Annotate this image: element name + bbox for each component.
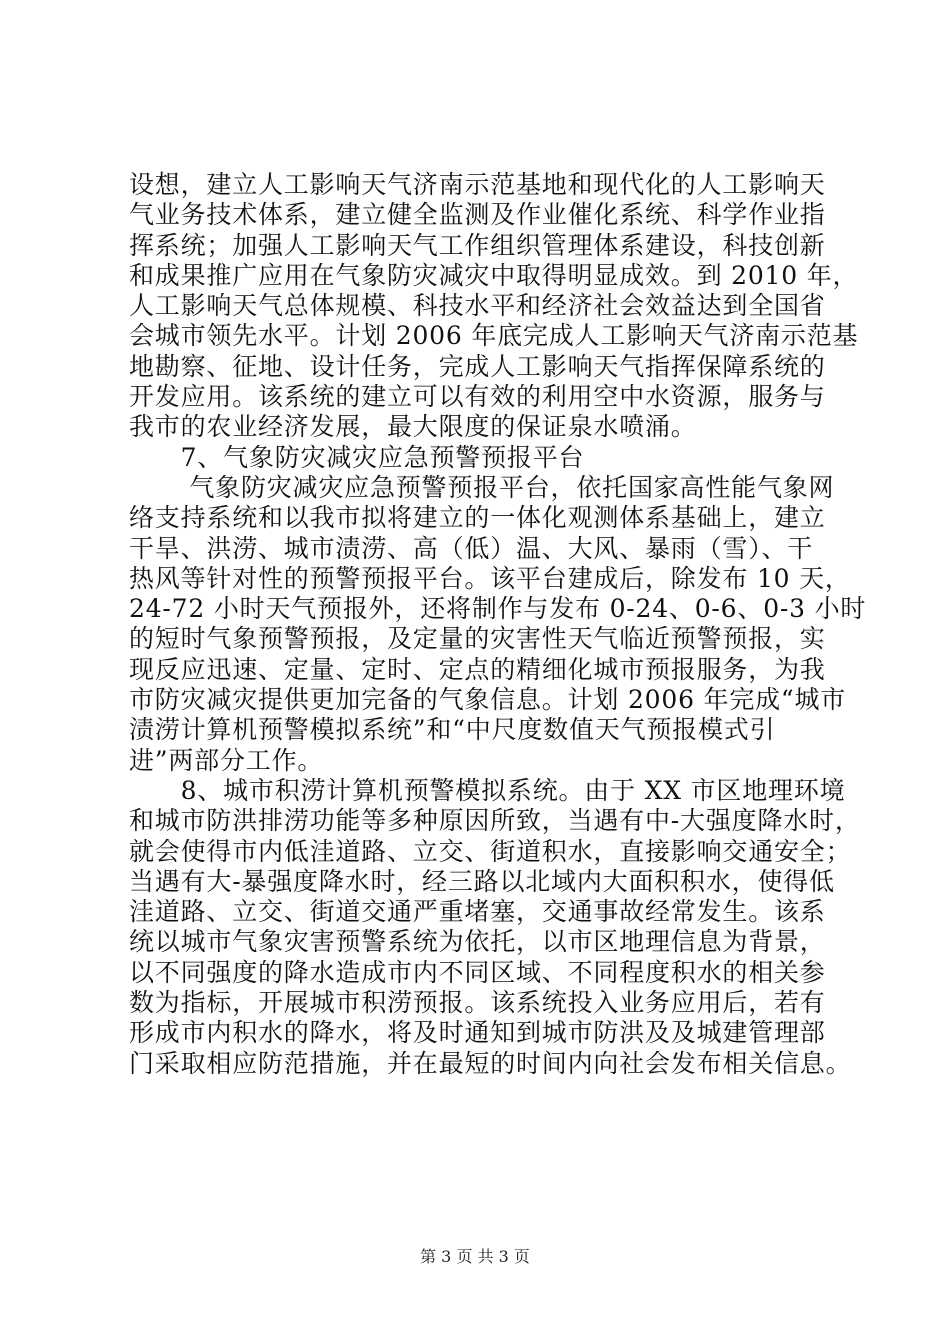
text-line: 人工影响天气总体规模、科技水平和经济社会效益达到全国省: [129, 291, 826, 321]
text-line: 门采取相应防范措施，并在最短的时间内向社会发布相关信息。: [129, 1048, 852, 1078]
text-line: 数为指标，开展城市积涝预报。该系统投入业务应用后，若有: [129, 988, 826, 1018]
text-line: 现反应迅速、定量、定时、定点的精细化城市预报服务，为我: [129, 654, 826, 684]
text-line: 市防灾减灾提供更加完备的气象信息。计划 2006 年完成“城市: [129, 685, 847, 715]
text-line: 热风等针对性的预警预报平台。该平台建成后，除发布 10 天，: [129, 563, 851, 593]
text-line: 就会使得市内低洼道路、立交、街道积水，直接影响交通安全；: [129, 836, 852, 866]
text-line: 的短时气象预警预报，及定量的灾害性天气临近预警预报，实: [129, 624, 826, 654]
text-line: 干旱、洪涝、城市渍涝、高（低）温、大风、暴雨（雪）、干: [129, 533, 814, 563]
text-line: 形成市内积水的降水，将及时通知到城市防洪及及城建管理部: [129, 1018, 826, 1048]
text-line: 地勘察、征地、设计任务，完成人工影响天气指挥保障系统的: [129, 351, 826, 381]
text-line: 进”两部分工作。: [129, 745, 324, 775]
text-line: 挥系统；加强人工影响天气工作组织管理体系建设，科技创新: [129, 230, 826, 260]
text-line: 开发应用。该系统的建立可以有效的利用空中水资源，服务与: [129, 382, 826, 412]
text-line: 24-72 小时天气预报外，还将制作与发布 0-24、0-6、0-3 小时: [129, 594, 867, 624]
text-line: 气业务技术体系，建立健全监测及作业催化系统、科学作业指: [129, 200, 826, 230]
text-line: 我市的农业经济发展，最大限度的保证泉水喷涌。: [129, 412, 697, 442]
text-line: 以不同强度的降水造成市内不同区域、不同程度积水的相关参: [129, 957, 826, 987]
text-line: 渍涝计算机预警模拟系统”和“中尺度数值天气预报模式引: [129, 715, 776, 745]
text-line: 和成果推广应用在气象防灾减灾中取得明显成效。到 2010 年，: [129, 260, 859, 290]
text-line: 会城市领先水平。计划 2006 年底完成人工影响天气济南示范基: [129, 321, 859, 351]
text-line: 络支持系统和以我市拟将建立的一体化观测体系基础上，建立: [129, 503, 826, 533]
section-heading: 7、气象防灾减灾应急预警预报平台: [129, 442, 585, 472]
text-line: 设想，建立人工影响天气济南示范基地和现代化的人工影响天: [129, 170, 826, 199]
text-line: 和城市防洪排涝功能等多种原因所致，当遇有中-大强度降水时，: [129, 806, 861, 836]
text-line: 气象防灾减灾应急预警预报平台，依托国家高性能气象网: [129, 472, 835, 502]
text-line: 洼道路、立交、街道交通严重堵塞，交通事故经常发生。该系: [129, 897, 826, 927]
text-line: 8、城市积涝计算机预警模拟系统。由于 XX 市区地理环境: [129, 775, 846, 805]
text-line: 统以城市气象灾害预警系统为依托，以市区地理信息为背景，: [129, 927, 826, 957]
document-body: [129, 170, 867, 1079]
text-line: 当遇有大-暴强度降水时，经三路以北域内大面积积水，使得低: [129, 866, 835, 896]
page-number-footer: 第 3 页 共 3 页: [420, 1247, 530, 1266]
